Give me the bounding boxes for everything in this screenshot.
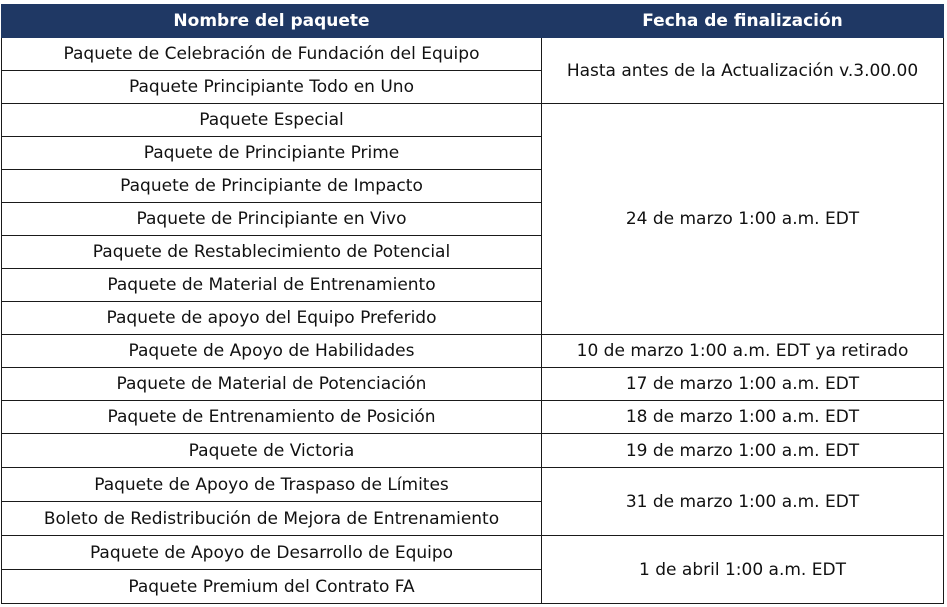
package-name-cell: Boleto de Redistribución de Mejora de Entrenamiento — [2, 502, 542, 536]
end-date-cell: 1 de abril 1:00 a.m. EDT — [542, 536, 944, 604]
end-date-cell: 18 de marzo 1:00 a.m. EDT — [542, 401, 944, 434]
package-name-cell: Paquete de Principiante Prime — [2, 137, 542, 170]
package-name-cell: Paquete de Material de Potenciación — [2, 368, 542, 401]
end-date-cell: 31 de marzo 1:00 a.m. EDT — [542, 468, 944, 536]
table-row — [2, 434, 944, 468]
end-date-cell: 19 de marzo 1:00 a.m. EDT — [542, 434, 944, 468]
package-name-cell: Paquete Principiante Todo en Uno — [2, 71, 542, 104]
header-row — [2, 5, 944, 38]
end-date-cell: 17 de marzo 1:00 a.m. EDT — [542, 368, 944, 401]
end-date-cell: 24 de marzo 1:00 a.m. EDT — [542, 104, 944, 335]
package-name-cell: Paquete de Material de Entrenamiento — [2, 269, 542, 302]
package-end-date-table-container — [1, 4, 944, 604]
package-name-cell: Paquete de Victoria — [2, 434, 542, 468]
end-date-cell: 10 de marzo 1:00 a.m. EDT ya retirado — [542, 335, 944, 368]
package-name-cell: Paquete de Celebración de Fundación del Equipo — [2, 38, 542, 71]
package-name-cell: Paquete Premium del Contrato FA — [2, 570, 542, 604]
package-name-cell: Paquete de Apoyo de Habilidades — [2, 335, 542, 368]
table-row — [2, 401, 944, 434]
header-end-date: Fecha de finalización — [542, 5, 944, 38]
table-row — [2, 104, 944, 137]
table-row — [2, 536, 944, 570]
package-name-cell: Paquete Especial — [2, 104, 542, 137]
table-row — [2, 335, 944, 368]
end-date-cell: Hasta antes de la Actualización v.3.00.00 — [542, 38, 944, 104]
package-name-cell: Paquete de Principiante de Impacto — [2, 170, 542, 203]
package-name-cell: Paquete de Apoyo de Traspaso de Límites — [2, 468, 542, 502]
header-package-name: Nombre del paquete — [2, 5, 542, 38]
package-name-cell: Paquete de Principiante en Vivo — [2, 203, 542, 236]
table-row — [2, 38, 944, 71]
package-name-cell: Paquete de Entrenamiento de Posición — [2, 401, 542, 434]
package-name-cell: Paquete de apoyo del Equipo Preferido — [2, 302, 542, 335]
package-end-date-table — [1, 4, 944, 604]
table-row — [2, 368, 944, 401]
table-row — [2, 468, 944, 502]
package-name-cell: Paquete de Restablecimiento de Potencial — [2, 236, 542, 269]
package-name-cell: Paquete de Apoyo de Desarrollo de Equipo — [2, 536, 542, 570]
